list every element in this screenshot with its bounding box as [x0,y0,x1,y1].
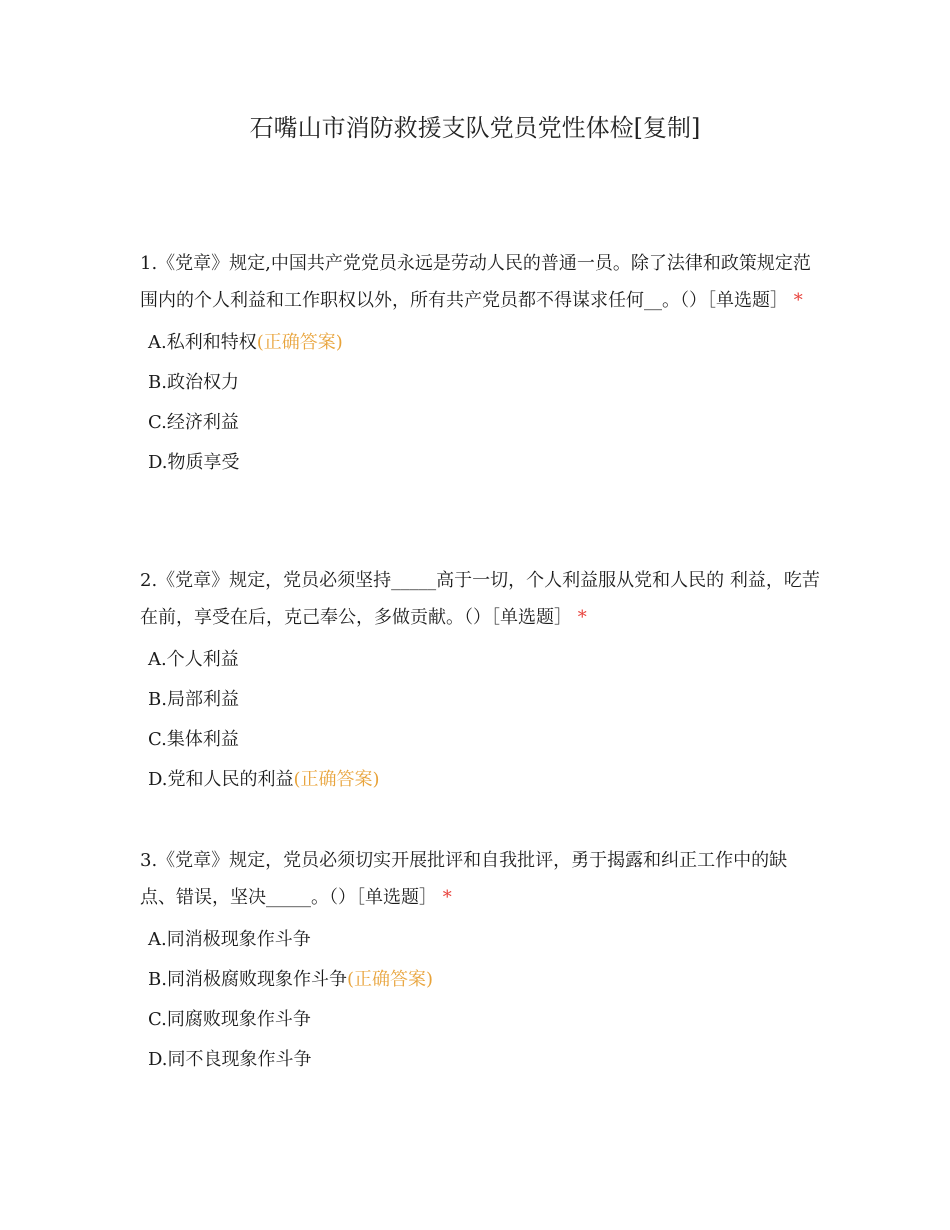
option-label: B.政治权力 [148,372,239,393]
option-label: C.同腐败现象作斗争 [148,1009,311,1030]
option-list [140,323,820,483]
correct-answer-mark: (正确答案) [256,332,343,353]
question-2 [140,562,820,800]
question-text: 2.《党章》规定，党员必须坚持_____高于一切，个人利益服从党和人民的 利益，吃苦在前，享受在后，克己奉公，多做贡献。（）［单选题］ [140,570,820,628]
option-label: A.个人利益 [148,649,239,670]
correct-answer-mark: (正确答案) [346,969,433,990]
option-b[interactable] [140,960,820,1000]
option-list [140,920,820,1080]
option-label: D.同不良现象作斗争 [148,1049,312,1070]
option-label: B.局部利益 [148,689,239,710]
option-d[interactable] [140,443,820,483]
question-stem [140,842,820,916]
option-c[interactable] [140,403,820,443]
question-stem [140,245,820,319]
option-label: C.集体利益 [148,729,239,750]
question-text: 3.《党章》规定，党员必须切实开展批评和自我批评，勇于揭露和纠正工作中的缺点、错误，坚决_____。（）［单选题］ [140,850,788,908]
required-asterisk: * [577,607,587,628]
question-1 [140,245,820,483]
option-label: D.党和人民的利益 [148,769,294,790]
question-stem [140,562,820,636]
option-label: C.经济利益 [148,412,239,433]
option-b[interactable] [140,680,820,720]
option-c[interactable] [140,720,820,760]
required-asterisk: * [442,887,452,908]
option-d[interactable] [140,1040,820,1080]
question-text: 1.《党章》规定,中国共产党党员永远是劳动人民的普通一员。除了法律和政策规定范围内的个人利益和工作职权以外，所有共产党员都不得谋求任何__。（）［单选题］ [140,253,811,311]
required-asterisk: * [793,290,803,311]
option-b[interactable] [140,363,820,403]
option-label: B.同消极腐败现象作斗争 [148,969,347,990]
option-a[interactable] [140,920,820,960]
correct-answer-mark: (正确答案) [293,769,380,790]
option-list [140,640,820,800]
option-label: A.私利和特权 [148,332,257,353]
option-label: A.同消极现象作斗争 [148,929,311,950]
option-d[interactable] [140,760,820,800]
page-title: 石嘴山市消防救援支队党员党性体检[复制] [249,114,701,142]
option-a[interactable] [140,323,820,363]
option-label: D.物质享受 [148,452,240,473]
option-c[interactable] [140,1000,820,1040]
question-3 [140,842,820,1080]
option-a[interactable] [140,640,820,680]
